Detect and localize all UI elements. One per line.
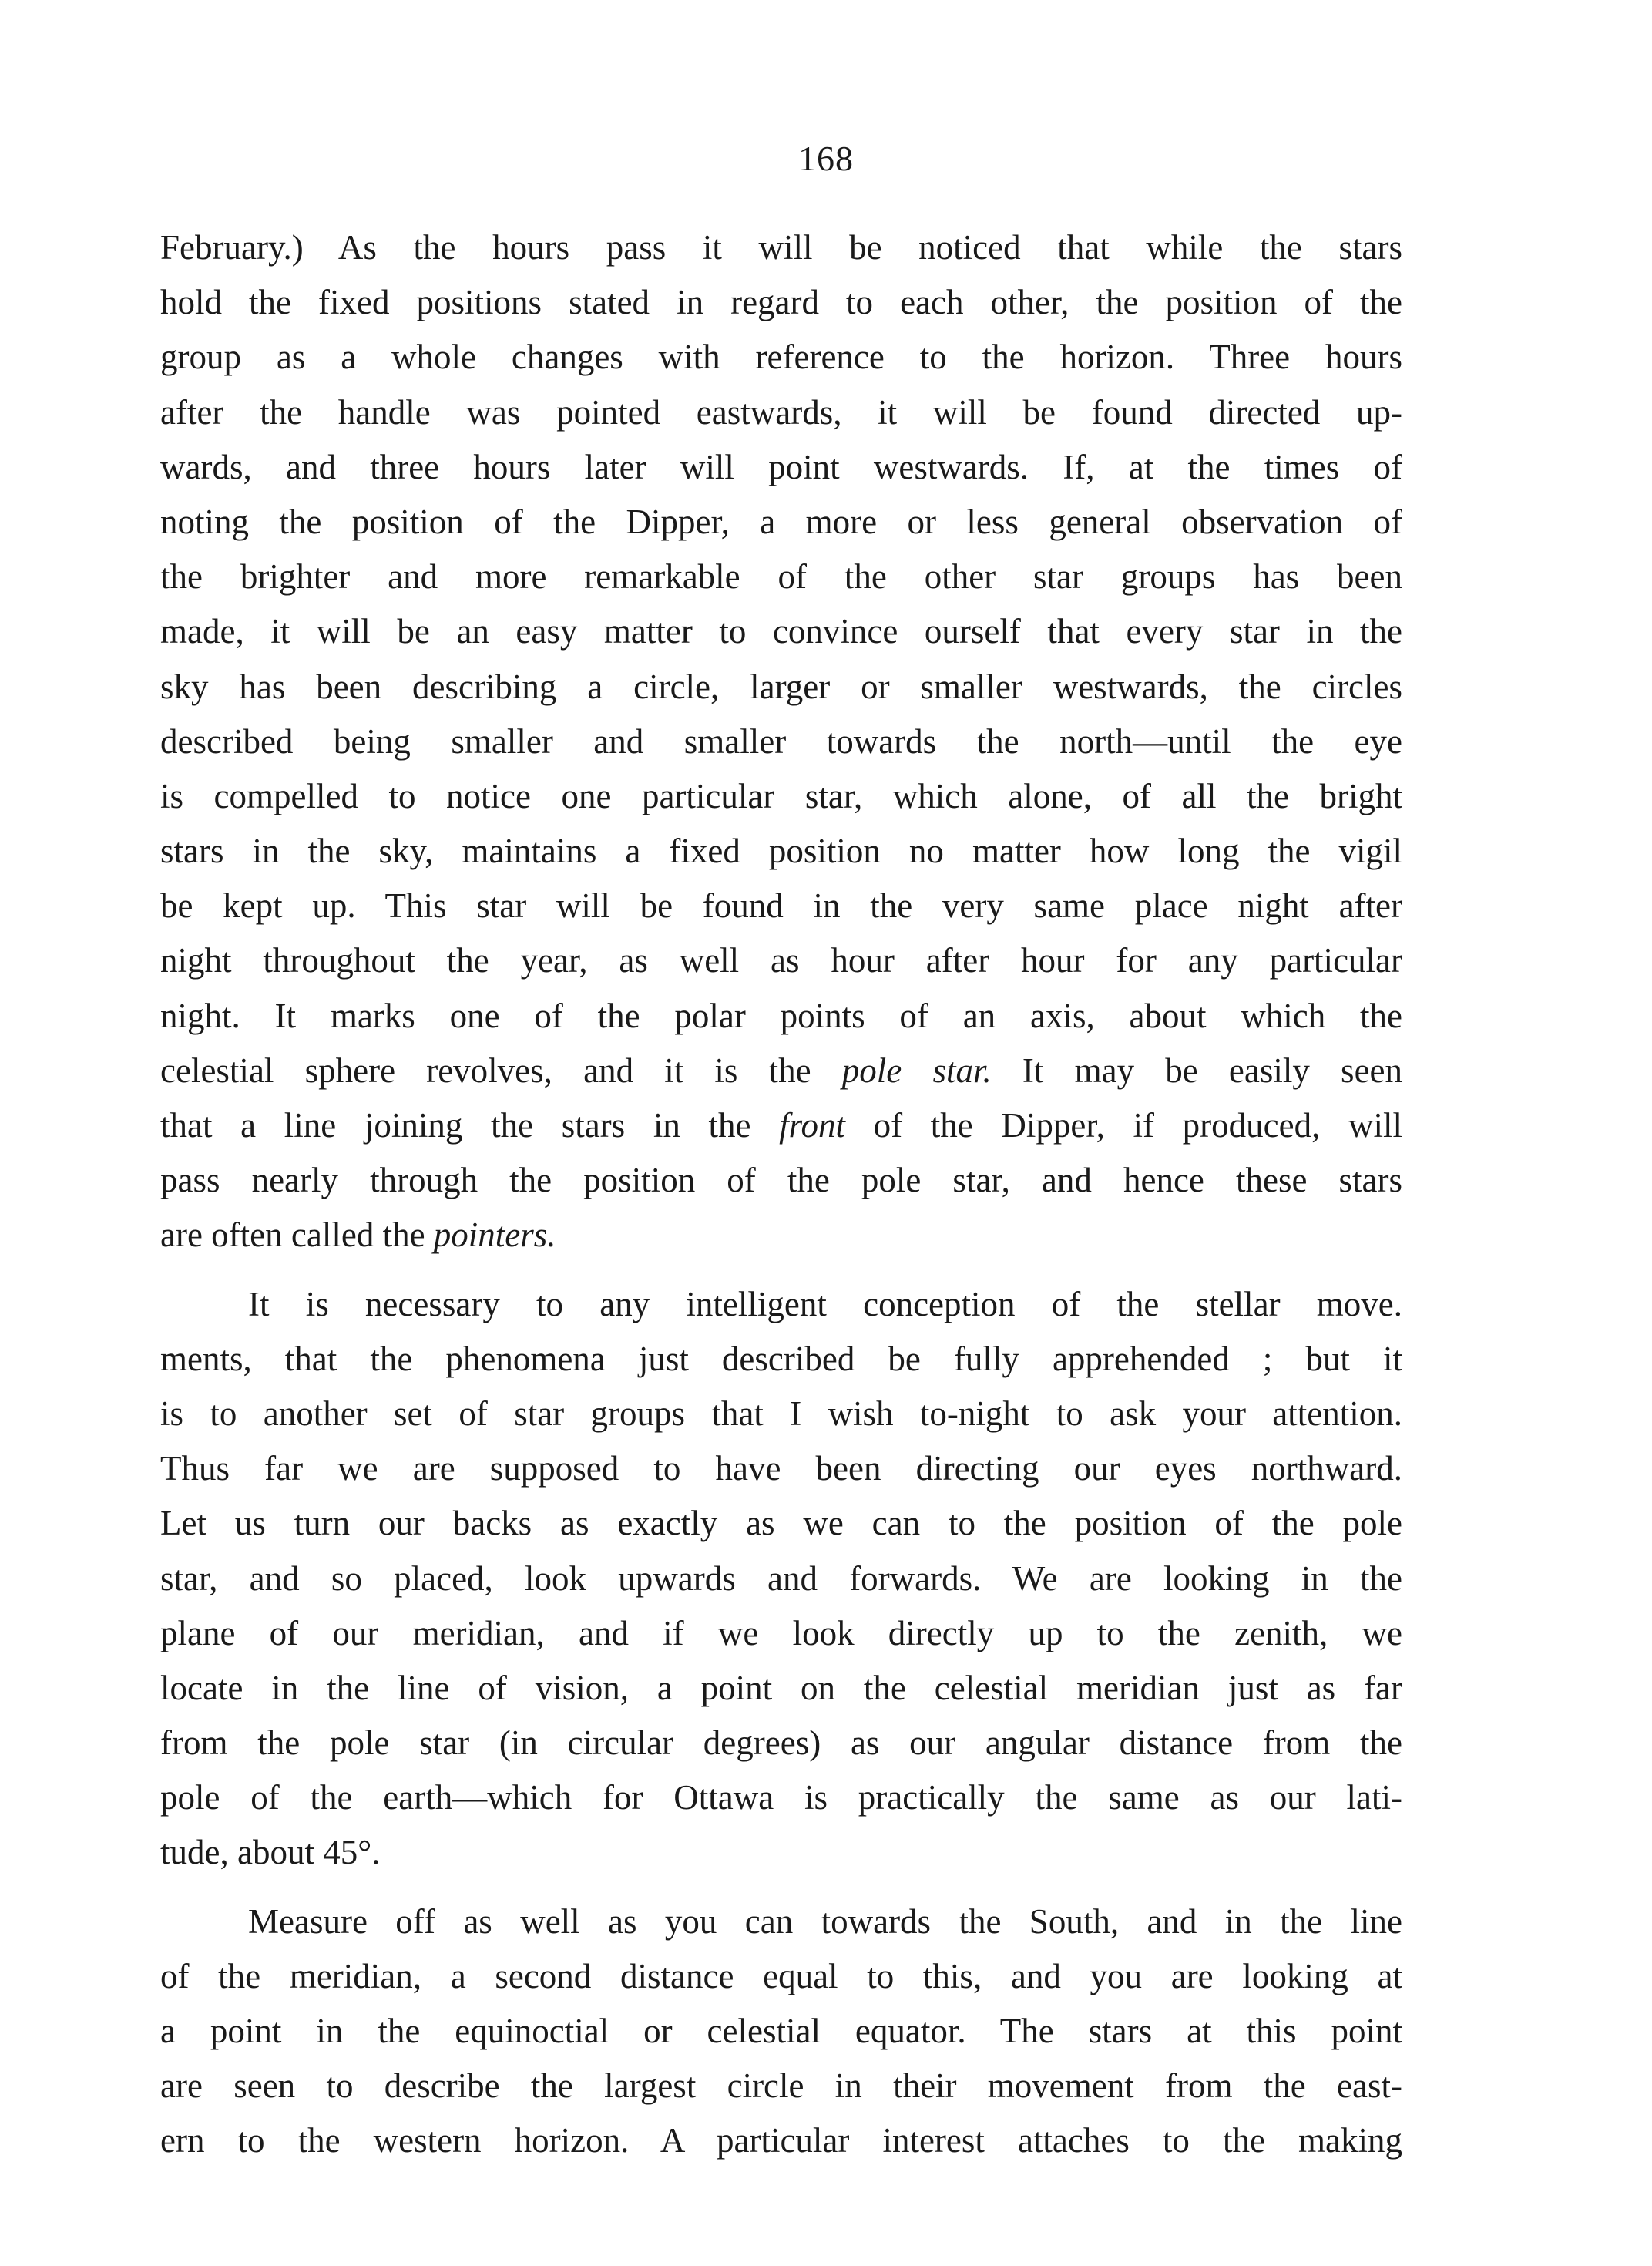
- text-line: sky has been describing a circle, larger or smaller westwards, the circles: [160, 667, 1402, 706]
- text-line: that a line joining the stars in the front of the Dipper, if produced, will: [160, 1106, 1402, 1145]
- text-line: described being smaller and smaller towards the north—until the eye: [160, 721, 1402, 761]
- paragraph-gap: [160, 1263, 1402, 1277]
- text-line: stars in the sky, maintains a fixed position no matter how long the vigil: [160, 832, 1402, 871]
- body-text: [160, 220, 1402, 2169]
- text-line: hold the fixed positions stated in regard to each other, the position of the: [160, 283, 1402, 322]
- text-line: are seen to describe the largest circle in their movement from the east-: [160, 2066, 1402, 2106]
- text-line: pass nearly through the position of the pole star, and hence these stars: [160, 1161, 1402, 1200]
- text-line: pole of the earth—which for Ottawa is practically the same as our lati-: [160, 1778, 1402, 1817]
- text-line: star, and so placed, look upwards and forwards. We are looking in the: [160, 1558, 1402, 1598]
- page-number: 168: [798, 139, 854, 178]
- paragraph-1: [160, 220, 1402, 1263]
- italic-term: pole star.: [841, 1051, 992, 1090]
- italic-term: front: [779, 1106, 845, 1145]
- italic-term: pointers.: [433, 1215, 556, 1255]
- text-line: tude, about 45°.: [160, 1833, 381, 1872]
- text-line: the brighter and more remarkable of the other star groups has been: [160, 557, 1402, 597]
- text-line: of the meridian, a second distance equal to this, and you are looking at: [160, 1956, 1402, 1995]
- text-line: Thus far we are supposed to have been directing our eyes northward.: [160, 1449, 1402, 1488]
- text-line: plane of our meridian, and if we look directly up to the zenith, we: [160, 1613, 1402, 1652]
- text-line: from the pole star (in circular degrees) as our angular distance from the: [160, 1723, 1402, 1763]
- text-line: a point in the equinoctial or celestial equator. The stars at this point: [160, 2012, 1402, 2050]
- text-line: wards, and three hours later will point westwards. If, at the times of: [160, 447, 1402, 486]
- text-line: after the handle was pointed eastwards, it will be found directed up-: [160, 392, 1402, 432]
- text-line: is to another set of star groups that I wish to-night to ask your attention.: [160, 1394, 1402, 1433]
- text-line: locate in the line of vision, a point on the celestial meridian just as far: [160, 1668, 1402, 1707]
- text-line: Measure off as well as you can towards the South, and in the line: [248, 1901, 1402, 1941]
- text-line: It is necessary to any intelligent conception of the stellar move.: [248, 1284, 1402, 1323]
- text-line: made, it will be an easy matter to convince ourself that every star in the: [160, 612, 1402, 651]
- text-line: noting the position of the Dipper, a more or less general observation of: [160, 502, 1402, 541]
- paragraph-gap: [160, 1881, 1402, 1894]
- paragraph-2: [160, 1277, 1402, 1881]
- text-line: group as a whole changes with reference to the horizon. Three hours: [160, 338, 1402, 377]
- text-line: are often called the pointers.: [160, 1215, 556, 1255]
- text-line: February.) As the hours pass it will be noticed that while the stars: [160, 228, 1402, 267]
- text-line: celestial sphere revolves, and it is the pole star. It may be easily seen: [160, 1051, 1403, 1090]
- text-line: ern to the western horizon. A particular interest attaches to the making: [160, 2121, 1402, 2160]
- text-line: Let us turn our backs as exactly as we can to the position of the pole: [160, 1504, 1402, 1543]
- paragraph-3: [160, 1894, 1402, 2169]
- text-line: be kept up. This star will be found in the very same place night after: [160, 886, 1402, 926]
- text-line: ments, that the phenomena just described be fully apprehended ; but it: [160, 1339, 1402, 1378]
- text-line: night throughout the year, as well as hour after hour for any particular: [160, 941, 1402, 980]
- text-line: night. It marks one of the polar points of an axis, about which the: [160, 996, 1402, 1035]
- text-line: is compelled to notice one particular star, which alone, of all the bright: [160, 776, 1402, 815]
